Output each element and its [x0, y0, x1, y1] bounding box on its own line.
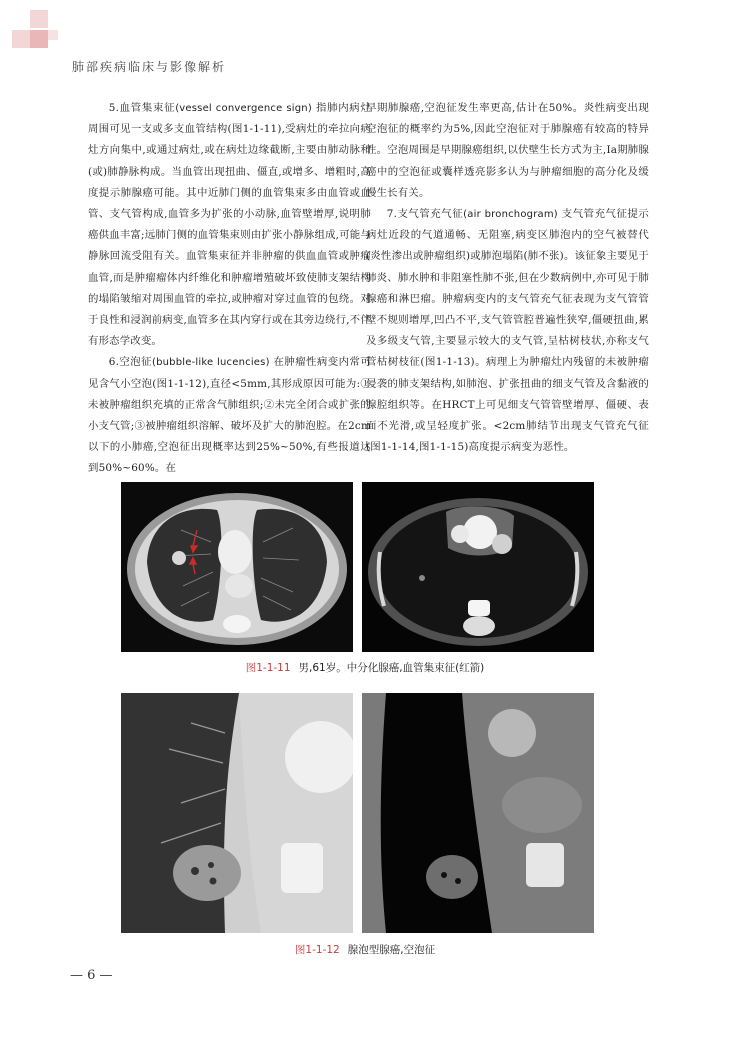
- ct-mediastinal-window-image-fig12: [362, 693, 594, 933]
- paragraph-vessel-convergence: 5.血管集束征(vessel convergence sign) 指肺内病灶周围可见一支或多支血管结构(图1-1-11),受病灶的牵拉向病灶方向集中,或通过病灶,或在病灶边缘截断,主要由肺动脉和(或)肺静脉构成。当血管出现扭曲、僵直,或增多、增粗时,高度提示肺腺癌可能。其中近肺门侧的血管集束多由血管或血管、支气管构成,血管多为扩张的小动脉,血管壁增厚,说明肺癌供血丰富;远肺门侧的血管集束则由扩张小静脉组成,可能与静脉回流受阻有关。血管集束征并非肿瘤的供血血管或肿瘤血管,而是肿瘤瘤体内纤维化和肿瘤增殖破坏致使肺支架结构的塌陷皱缩对周围血管的牵拉,或肿瘤对穿过血管的包绕。对于良性和浸润前病变,血管多在其内穿行或在其旁边绕行,不伴有形态学改变。: [88, 102, 371, 348]
- paragraph-bubble-lucencies: 6.空泡征(bubble-like lucencies) 在肿瘤性病变内常可见含气小空泡(图1-1-12),直径<5mm,其形成原因可能为:①未被肿瘤组织充填的正常含气肺组织;②未完全闭合或扩张的小支气管;③被肿瘤组织溶解、破坏及扩大的肺泡腔。在2cm以下的小肺癌,空泡征出现概率达到25%~50%,有些报道达到50%~60%。在: [88, 356, 371, 475]
- ct-lung-window-image-fig11: [121, 482, 353, 652]
- figure-number: 图1-1-12: [294, 944, 340, 956]
- corner-ornament: [0, 0, 66, 66]
- text-column-left: [88, 98, 371, 480]
- text-column-right: [366, 98, 649, 458]
- running-head: 肺部疾病临床与影像解析: [72, 60, 227, 74]
- ct-lung-window-image-fig12: [121, 693, 353, 933]
- figure-caption-text: 男,61岁。中分化腺癌,血管集束征(红箭): [298, 662, 485, 674]
- figure-caption-text: 腺泡型腺癌,空泡征: [347, 944, 436, 956]
- paragraph-bubble-continued: 早期肺腺癌,空泡征发生率更高,估计在50%。炎性病变出现空泡征的概率约为5%,因此空泡征对于肺腺癌有较高的特异性。空泡周围是早期腺癌组织,以伏壁生长方式为主,Ⅰa期肺腺癌中的空泡征或囊样透亮影多认为与肿瘤细胞的高分化及缓慢生长有关。: [366, 102, 649, 199]
- figure-number: 图1-1-11: [245, 662, 291, 674]
- paragraph-air-bronchogram: 7.支气管充气征(air bronchogram) 支气管充气征提示病灶近段的气道通畅、无阻塞,病变区肺泡内的空气被替代(炎性渗出或肿瘤组织)或肺泡塌陷(肺不张)。该征象主要见于肺炎、肺水肿和非阻塞性肺不张,但在少数病例中,亦可见于肺腺癌和淋巴瘤。肿瘤病变内的支气管充气征表现为支气管管壁不规则增厚,凹凸不平,支气管管腔普遍性狭窄,僵硬扭曲,累及多级支气管,主要显示较大的支气管,呈枯树枝状,亦称支气管枯树枝征(图1-1-13)。病理上为肿瘤灶内残留的未被肿瘤侵袭的肺支架结构,如肺泡、扩张扭曲的细支气管及含黏液的腺腔组织等。在HRCT上可见细支气管管壁增厚、僵硬、表面不光滑,或呈轻度扩张。<2cm肺结节出现支气管充气征(图1-1-14,图1-1-15)高度提示病变为恶性。: [366, 208, 649, 454]
- ct-mediastinal-window-image-fig11: [362, 482, 594, 652]
- figure-caption-1-1-11: [0, 660, 730, 675]
- page-number: — 6 —: [70, 968, 113, 983]
- figure-caption-1-1-12: [0, 942, 730, 957]
